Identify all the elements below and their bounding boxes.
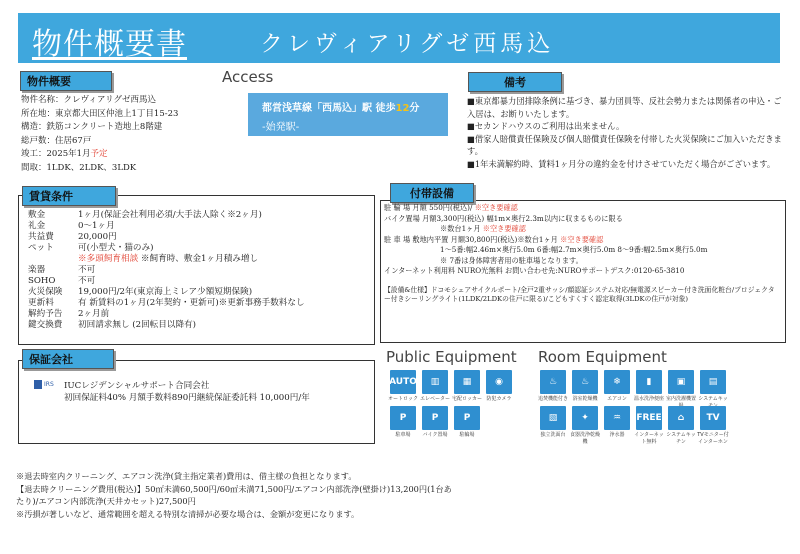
public-equipment-caption: 駐輪場 xyxy=(459,432,475,438)
overview-block xyxy=(21,94,178,175)
room-equipment-caption: 室内洗濯機置 xyxy=(665,396,696,402)
overview-completion: 竣工：2025年1月予定 xyxy=(21,149,108,159)
footer-line: たり)/エアコン内部洗浄(天井カセット)27,500円 xyxy=(16,496,196,506)
property-title: クレヴィアリグゼ西馬込 xyxy=(260,31,555,57)
guarantor-name: IUCレジデンシャルサポート合同会社 xyxy=(64,381,210,391)
footer-notes xyxy=(16,470,452,520)
page-title: 物件概要書 xyxy=(32,27,187,62)
rent-row: 鍵交換費 初回請求無し (2回転目以降有) xyxy=(28,320,197,330)
footer-line: ※退去時室内クリーニング、エアコン洗浄(貸主指定業者)費用は、借主様の負担となります。 xyxy=(16,471,357,481)
public-equipment-icon: ▦ xyxy=(454,370,480,394)
note-item: ■借家人賠償責任保険及び個人賠償責任保険を付帯した火災保険にご加入いただきます。 xyxy=(467,133,782,156)
room-equipment-icon: ♨ xyxy=(540,370,566,394)
public-equipment-icon: AUTO xyxy=(390,370,416,394)
room-equipment-icon: ▤ xyxy=(700,370,726,394)
access-station: 都営浅草線「西馬込」駅 徒歩12分 xyxy=(262,103,420,114)
rent-row: SOHO 不可 xyxy=(28,276,96,286)
room-equipment-icon: TV xyxy=(700,406,726,430)
public-equipment-caption: オートロック xyxy=(388,396,418,402)
public-equipment-icon: P xyxy=(422,406,448,430)
facilities-list xyxy=(384,203,780,304)
room-equipment-caption: インターネット無料 xyxy=(634,432,664,445)
rent-row: 楽器 不可 xyxy=(28,265,96,275)
room-equipment-icon: ▣ xyxy=(668,370,694,394)
room-equipment-icon: ▮ xyxy=(636,370,662,394)
public-equipment-caption: 駐車場 xyxy=(395,432,411,438)
room-equipment-label: Room Equipment xyxy=(538,348,667,366)
public-equipment-icon: ▥ xyxy=(422,370,448,394)
room-equipment-caption: システムキッチン xyxy=(666,432,696,445)
access-label: Access xyxy=(222,68,274,86)
guarantor-terms: 初回保証料40% 月額手数料890円継続保証委託料 10,000円/年 xyxy=(64,393,310,403)
overview-line: 物件名称：クレヴィアリグゼ西馬込 xyxy=(21,95,156,105)
room-equipment-icon: ♒ xyxy=(604,406,630,430)
guarantor-tag: 保証会社 xyxy=(22,349,114,369)
note-item: ■東京都暴力団排除条例に基づき、暴力団員等、反社会勢力または関係者の申込・ご入居は、お断りいたします。 xyxy=(467,96,782,119)
facility-line: 駐 車 場 敷地内平置 月額30,800円(税込)※数台1ヶ月 ※空き要確認 xyxy=(384,234,604,244)
public-equipment-icon: ◉ xyxy=(486,370,512,394)
rent-row: ペット 可(小型犬・猫のみ) xyxy=(28,243,154,253)
facility-line: インターネット利用料 NURO光無料 お問い合わせ先:NUROサポートデスク:0120-65-3810 xyxy=(384,266,685,275)
note-item: ■1年未満解約時、賃料1ヶ月分の違約金を付けさせていただく場合がございます。 xyxy=(467,158,776,169)
notes-block xyxy=(467,95,785,170)
public-equipment-icon: P xyxy=(454,406,480,430)
access-origin: -始発駅- xyxy=(262,122,300,133)
rent-row: 火災保険 19,000円/2年(東京海上ミレア少額短期保険) xyxy=(28,287,253,297)
public-equipment-caption: バイク置場 xyxy=(422,432,448,438)
overview-line: 総戸数：住居67戸 xyxy=(21,135,92,146)
footer-line: 【退去時クリーニング費用(税込)】50㎡未満60,500円/60㎡未満71,500円/エアコン内部洗浄(壁掛け)13,200円(1台あ xyxy=(16,483,452,494)
public-equipment-caption: エレベーター xyxy=(419,396,450,402)
public-equipment-caption: 宅配ロッカー xyxy=(452,396,482,402)
title-bar xyxy=(18,13,780,63)
room-equipment-icon: ♨ xyxy=(572,370,598,394)
guarantor-info xyxy=(64,380,310,404)
facility-line: ※ 7番は身体障害者用の駐車場となります。 xyxy=(440,255,583,265)
guarantor-logo: IRS xyxy=(34,380,54,389)
room-equipment-caption: 温水洗浄便座 xyxy=(633,396,664,402)
note-item: ■セカンドハウスのご利用は出来ません。 xyxy=(467,121,625,131)
overview-line: 所在地：東京都大田区仲池上1丁目15-23 xyxy=(21,108,179,119)
equipment-spec: 【設備&仕様】ドコモシェアサイクルポート/全戸2重サッシ/顔認証システム対応/無電源スピーカー付き洗面化粧台/プロジェクター付きシーリングライト(1LDK/2LDKの住戸に限る)/こどもすくすく認定取得(3LDKの住戸が対象) xyxy=(384,285,775,303)
rent-table xyxy=(28,210,305,331)
room-equipment-caption: 追焚機能付き xyxy=(537,396,568,402)
room-equipment-icon: FREE xyxy=(636,406,662,430)
facility-line: バイク置場 月額3,300円(税込) 幅1m×奥行2.3m以内に収まるものに限る xyxy=(384,213,623,223)
facilities-tag: 付帯設備 xyxy=(390,183,474,203)
overview-line: 構造：鉄筋コンクリート造地上8階建 xyxy=(21,122,163,132)
access-box xyxy=(248,93,448,136)
overview-tag: 物件概要 xyxy=(20,71,112,91)
room-equipment-caption: 食器洗浄乾燥機 xyxy=(569,432,600,445)
rent-row: 解約予告 2ヶ月前 xyxy=(28,309,110,319)
public-equipment-icon: P xyxy=(390,406,416,430)
facility-line: 1～5番:幅2.46m×奥行5.0m 6番:幅2.7m×奥行5.0m 8～9番:幅2.5m×奥行5.0m xyxy=(440,245,708,254)
rent-row: 共益費 20,000円 xyxy=(28,232,117,242)
rent-row: 更新料 有 新賃料の1ヶ月(2年契約・更新可)※更新事務手数料なし xyxy=(28,298,305,308)
logo-icon xyxy=(34,380,42,389)
room-equipment-caption: 独立洗面台 xyxy=(540,432,566,438)
notes-tag: 備考 xyxy=(468,72,562,92)
room-equipment-icon: ✦ xyxy=(572,406,598,430)
rent-tag: 賃貸条件 xyxy=(22,186,116,206)
public-equipment-label: Public Equipment xyxy=(386,348,517,366)
room-equipment-caption: 浄水器 xyxy=(609,432,625,438)
rent-row: 敷金 1ヶ月(保証会社利用必須/大手法人除く※2ヶ月) xyxy=(28,210,262,220)
room-equipment-caption: エアコン xyxy=(607,396,627,402)
footer-line: ※汚損が著しいなど、通常範囲を超える特別な清掃が必要な場合は、金額が変更になります。 xyxy=(16,508,360,519)
public-equipment-caption: 防犯カメラ xyxy=(486,396,512,402)
facility-line: ※数台1ヶ月 ※空き要確認 xyxy=(440,224,526,233)
room-equipment-icon: ▧ xyxy=(540,406,566,430)
room-equipment-caption: システムキッ xyxy=(698,396,728,402)
room-equipment-caption: 浴室乾燥機 xyxy=(572,396,598,402)
rent-row: ※多頭飼育相談 ※飼育時、敷金1ヶ月積み増し xyxy=(78,254,259,264)
overview-line: 間取：1LDK、2LDK、3LDK xyxy=(21,162,137,173)
rent-row: 礼金 0～1ヶ月 xyxy=(28,221,115,231)
room-equipment-icon: ⌂ xyxy=(668,406,694,430)
facility-line: 駐 輪 場 月額 550円(税込)/ ※空き要確認 xyxy=(384,203,518,212)
room-equipment-icon: ❄ xyxy=(604,370,630,394)
room-equipment-caption: TVモニター付インターホン xyxy=(697,432,729,445)
